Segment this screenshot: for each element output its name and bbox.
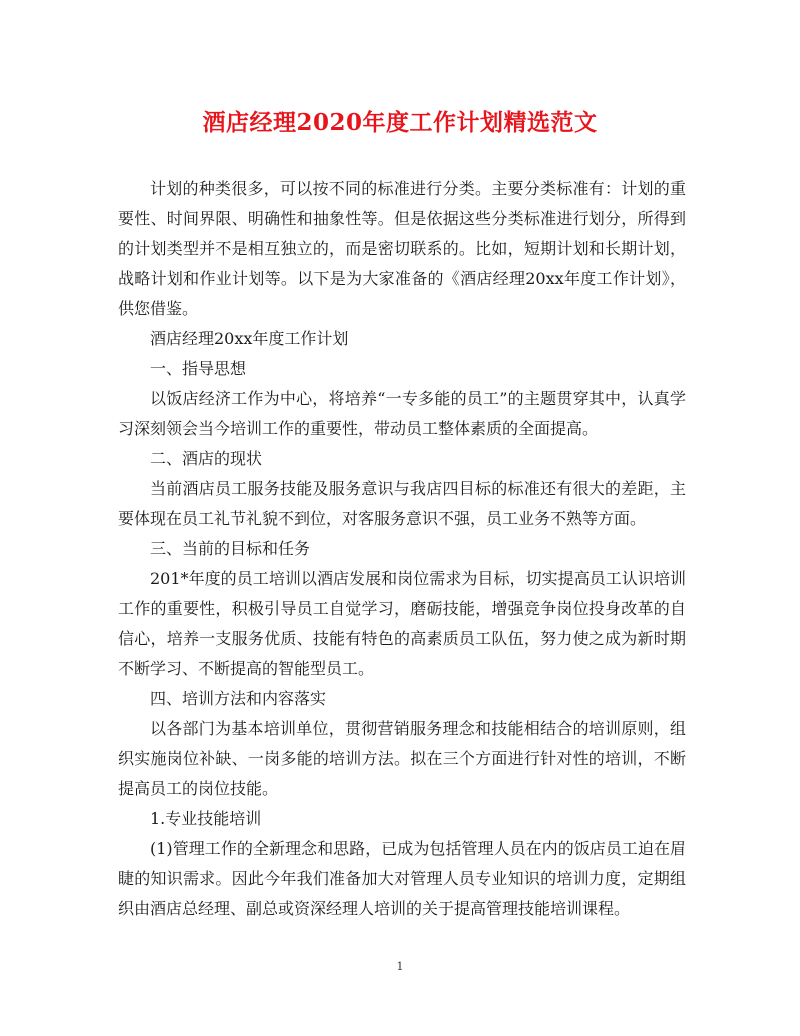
page-number: 1: [396, 960, 404, 973]
section-heading-goals-tasks: 三、当前的目标和任务: [150, 539, 311, 558]
paragraph-current-status: 当前酒店员工服务技能及服务意识与我店四目标的标准还有很大的差距，主要体现在员工礼节礼貌不到位，对客服务意识不强，员工业务不熟等方面。: [118, 479, 686, 528]
paragraph-goals-tasks: 201*年度的员工培训以酒店发展和岗位需求为目标，切实提高员工认识培训工作的重要性，积极引导员工自觉学习，磨砺技能，增强竞争岗位投身改革的自信心，培养一支服务优质、技能有特色的高素质员工队伍，努力使之成为新时期不断学习、不断提高的智能型员工。: [118, 569, 686, 678]
section-heading-guiding-ideology: 一、指导思想: [150, 359, 247, 378]
document-title: 酒店经理2020年度工作计划精选范文: [202, 109, 598, 136]
section-heading-current-status: 二、酒店的现状: [150, 449, 263, 468]
section-heading-training-methods: 四、培训方法和内容落实: [150, 689, 327, 708]
document-body: [118, 174, 686, 924]
paragraph-training-methods: 以各部门为基本培训单位，贯彻营销服务理念和技能相结合的培训原则，组织实施岗位补缺、一岗多能的培训方法。拟在三个方面进行针对性的培训，不断提高员工的岗位技能。: [118, 719, 686, 798]
plan-subtitle: 酒店经理20xx年度工作计划: [150, 329, 349, 348]
paragraph-professional-skills: (1)管理工作的全新理念和思路，已成为包括管理人员在内的饭店员工迫在眉睫的知识需求。因此今年我们准备加大对管理人员专业知识的培训力度，定期组织由酒店总经理、副总或资深经理人培训的关于提高管理技能培训课程。: [118, 839, 686, 918]
subsection-heading-professional-skills: 1.专业技能培训: [150, 809, 262, 828]
intro-paragraph: 计划的种类很多，可以按不同的标准进行分类。主要分类标准有：计划的重要性、时间界限、明确性和抽象性等。但是依据这些分类标准进行划分，所得到的计划类型并不是相互独立的，而是密切联系的。比如，短期计划和长期计划，战略计划和作业计划等。以下是为大家准备的《酒店经理20xx年度工作计划》，供您借鉴。: [118, 179, 686, 318]
paragraph-guiding-ideology: 以饭店经济工作为中心，将培养“一专多能的员工”的主题贯穿其中，认真学习深刻领会当今培训工作的重要性，带动员工整体素质的全面提高。: [118, 389, 686, 438]
